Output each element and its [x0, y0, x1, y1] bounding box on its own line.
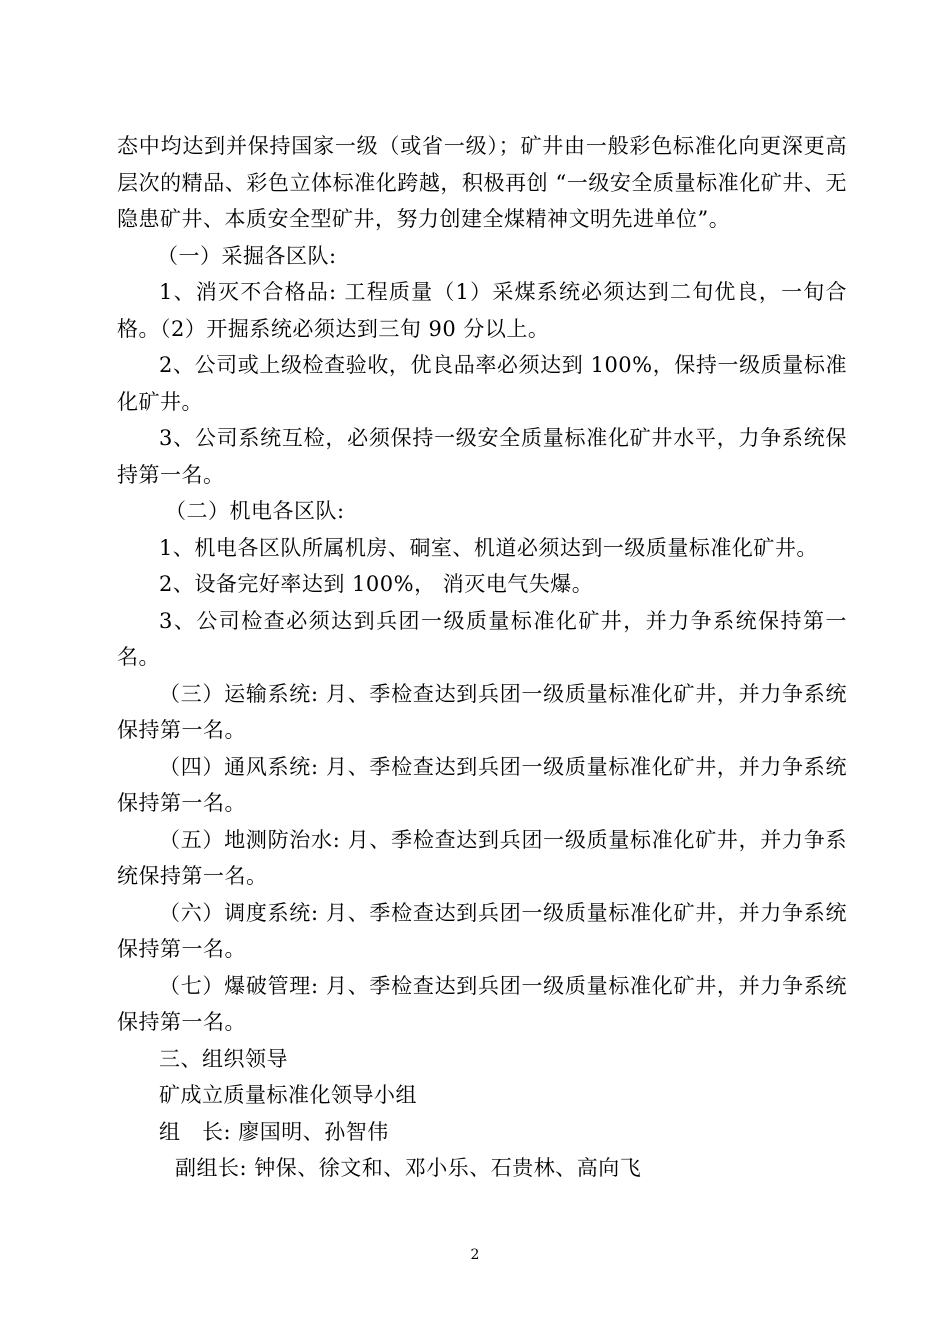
section-heading-mining-teams: （一）采掘各区队:	[157, 243, 337, 268]
paragraph-electromechanical-item-1: 1、机电各区队所属机房、硐室、机道必须达到一级质量标准化矿井。	[159, 535, 818, 560]
paragraph-blasting-management: （七）爆破管理: 月、季检查达到兵团一级质量标准化矿井，并力争系统保持第一名。	[117, 973, 847, 1034]
page-number: 2	[470, 1247, 480, 1263]
paragraph-leading-group: 矿成立质量标准化领导小组	[159, 1083, 417, 1107]
paragraph-dispatch-system: （六）调度系统: 月、季检查达到兵团一级质量标准化矿井，并力争系统保持第一名。	[117, 900, 847, 961]
document-body	[117, 128, 847, 1187]
paragraph-mining-item-2: 2、公司或上级检查验收，优良品率必须达到 100%，保持一级质量标准化矿井。	[117, 353, 847, 414]
paragraph-group-leader: 组 长: 廖国明、孙智伟	[159, 1119, 389, 1144]
paragraph-mining-item-3: 3、公司系统互检，必须保持一级安全质量标准化矿井水平，力争系统保持第一名。	[117, 426, 847, 487]
section-heading-organization: 三、组织领导	[159, 1046, 288, 1071]
paragraph-ventilation-system: （四）通风系统: 月、季检查达到兵团一级质量标准化矿井，并力争系统保持第一名。	[117, 754, 847, 815]
paragraph-transport-system: （三）运输系统: 月、季检查达到兵团一级质量标准化矿井，并力争系统保持第一名。	[117, 681, 847, 742]
paragraph-intro-continued: 态中均达到并保持国家一级（或省一级）；矿井由一般彩色标准化向更深更高层次的精品、彩色立体标准化跨越，积极再创 “一级安全质量标准化矿井、无隐患矿井、本质安全型矿井，努力创建全煤精神文明先进单位”。	[117, 134, 847, 231]
paragraph-geological-water-control: （五）地测防治水: 月、季检查达到兵团一级质量标准化矿井，并力争系统保持第一名。	[117, 827, 847, 888]
paragraph-electromechanical-item-2: 2、设备完好率达到 100%， 消灭电气失爆。	[159, 572, 594, 596]
paragraph-electromechanical-item-3: 3、公司检查必须达到兵团一级质量标准化矿井，并力争系统保持第一名。	[117, 608, 847, 669]
section-heading-electromechanical-teams: （二）机电各区队:	[165, 499, 345, 523]
paragraph-mining-item-1: 1、消灭不合格品: 工程质量（1）采煤系统必须达到二旬优良，一旬合格。（2）开掘系统必须达到三旬 90 分以上。	[117, 280, 847, 341]
paragraph-deputy-group-leader: 副组长: 钟保、徐文和、邓小乐、石贵林、高向飞	[175, 1156, 642, 1180]
